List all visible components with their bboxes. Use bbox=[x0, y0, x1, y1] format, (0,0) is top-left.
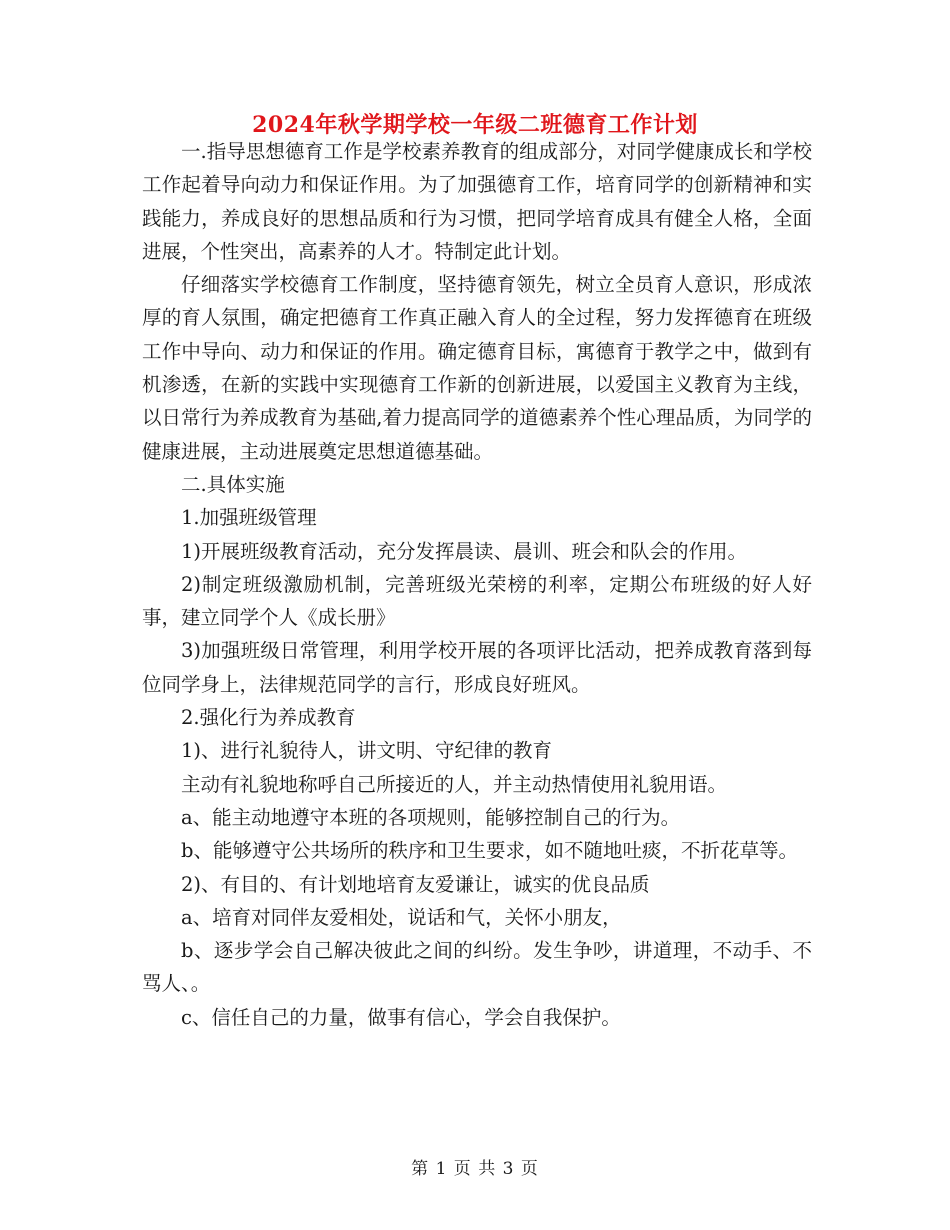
list-item-incentive-mechanism: 2)制定班级激励机制，完善班级光荣榜的利率，定期公布班级的好人好事，建立同学个人《成长册》 bbox=[142, 572, 812, 630]
paragraph-polite-address: 主动有礼貌地称呼自己所接近的人，并主动热情使用礼貌用语。 bbox=[181, 772, 728, 796]
heading-specific-implementation: 二.具体实施 bbox=[181, 472, 285, 496]
list-item-public-order: b、能够遵守公共场所的秩序和卫生要求，如不随地吐痰，不折花草等。 bbox=[181, 839, 798, 863]
heading-behavior-education: 2.强化行为养成教育 bbox=[181, 706, 356, 730]
paragraph-implementation-principles: 仔细落实学校德育工作制度，坚持德育领先，树立全员育人意识，形成浓厚的育人氛围，确定把德育工作真正融入育人的全过程，努力发挥德育在班级工作中导向、动力和保证的作用。确定德育目标，寓德育于教学之中，做到有机渗透，在新的实践中实现德育工作新的创新进展，以爱国主义教育为主线，以日常行为养成教育为基础,着力提高同学的道德素养个性心理品质，为同学的健康进展，主动进展奠定思想道德基础。 bbox=[142, 273, 812, 463]
subheading-friendly-honest: 2)、有目的、有计划地培育友爱谦让，诚实的优良品质 bbox=[181, 872, 650, 896]
heading-class-management: 1.加强班级管理 bbox=[181, 506, 317, 530]
list-item-resolve-disputes: b、逐步学会自己解决彼此之间的纠纷。发生争吵，讲道理，不动手、不骂人、。 bbox=[142, 939, 812, 996]
list-item-class-rules: a、能主动地遵守本班的各项规则，能够控制自己的行为。 bbox=[181, 805, 681, 829]
list-item-self-confidence: c、信任自己的力量，做事有信心，学会自我保护。 bbox=[181, 1005, 621, 1029]
list-item-class-activities: 1)开展班级教育活动，充分发挥晨读、晨训、班会和队会的作用。 bbox=[181, 539, 748, 563]
subheading-courtesy-education: 1)、进行礼貌待人，讲文明、守纪律的教育 bbox=[181, 739, 553, 763]
document-title: 2024年秋学期学校一年级二班德育工作计划 bbox=[252, 112, 698, 138]
document-body bbox=[142, 135, 812, 1034]
list-item-daily-management: 3)加强班级日常管理，利用学校开展的各项评比活动，把养成教育落到每位同学身上，法律规范同学的言行，形成良好班风。 bbox=[142, 639, 812, 696]
list-item-friendly-peers: a、培育对同伴友爱相处，说话和气，关怀小朋友， bbox=[181, 905, 622, 929]
page-footer: 第 1 页 共 3 页 bbox=[411, 1159, 539, 1179]
paragraph-guiding-thought: 一.指导思想德育工作是学校素养教育的组成部分，对同学健康成长和学校工作起着导向动力和保证作用。为了加强德育工作，培育同学的创新精神和实践能力，养成良好的思想品质和行为习惯，把同学培育成具有健全人格，全面进展，个性突出，高素养的人才。特制定此计划。 bbox=[142, 140, 812, 263]
